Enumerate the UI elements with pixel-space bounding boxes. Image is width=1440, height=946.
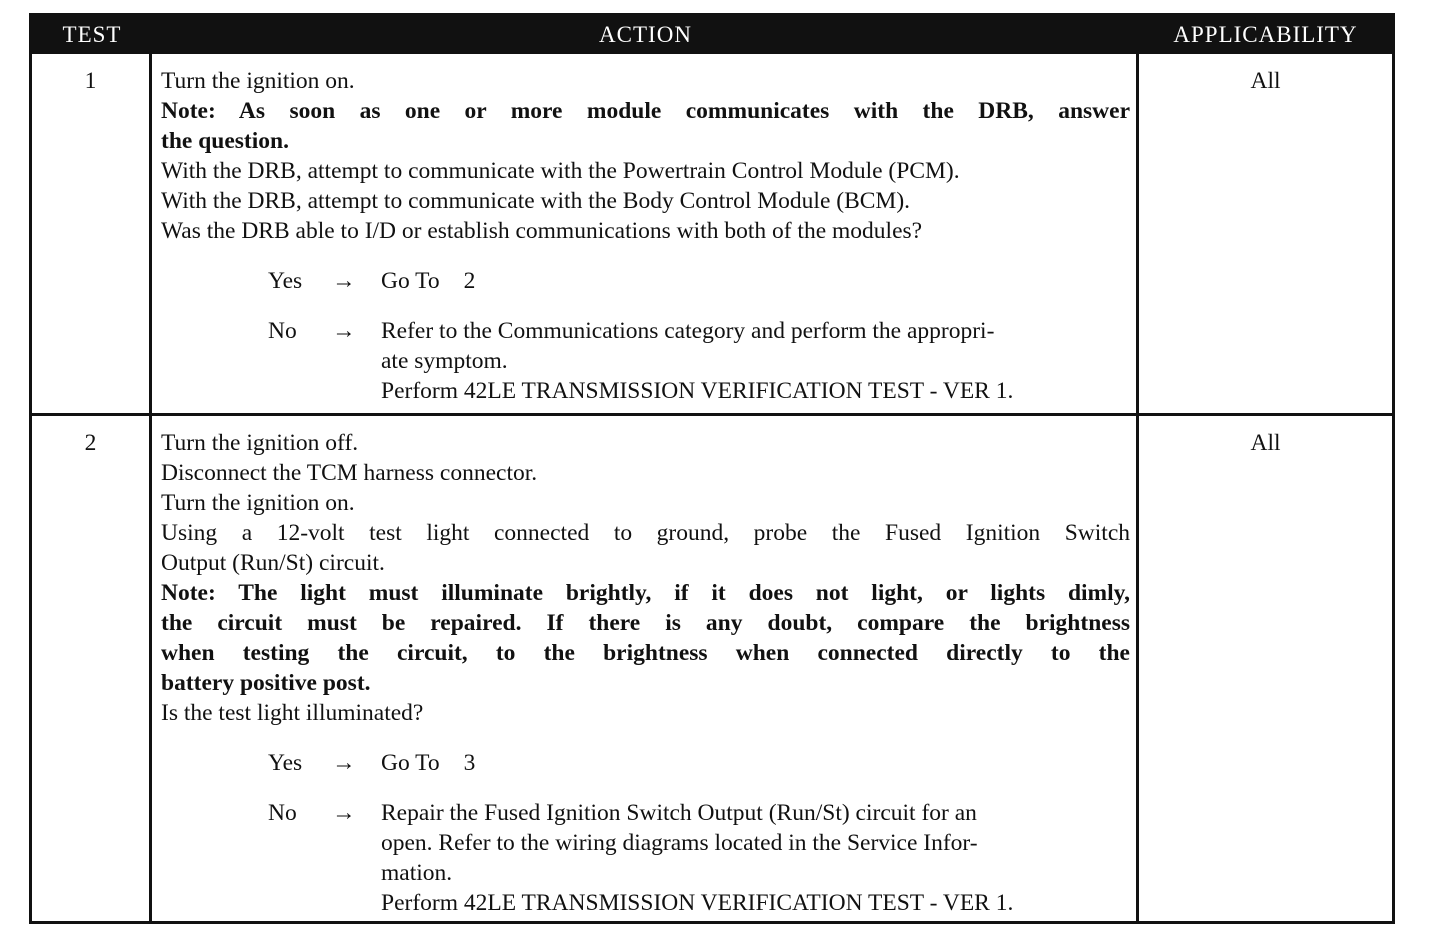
action-cell [152,54,1139,416]
yes-answer [268,748,1130,778]
no-label: No [268,800,297,826]
diagnostic-test-table [29,13,1395,924]
goto-test-number: 2 [463,268,476,294]
right-arrow-icon: → [332,268,356,294]
goto-label: Go To [381,750,440,776]
note-text: battery positive post. [161,670,371,696]
test-number: 2 [32,416,152,921]
no-instruction-line: Perform 42LE TRANSMISSION VERIFICATION TEST - VER 1. [381,378,1014,404]
action-cell [152,416,1139,921]
question-text: Was the DRB able to I/D or establish communications with both of the modules? [161,218,923,244]
header-applicability: APPLICABILITY [1139,16,1392,54]
step-text: With the DRB, attempt to communicate with the Powertrain Control Module (PCM). [161,158,960,184]
step-text: With the DRB, attempt to communicate with the Body Control Module (BCM). [161,188,911,214]
no-instruction [381,316,1130,406]
test-number: 1 [32,54,152,416]
header-action: ACTION [152,16,1139,54]
no-instruction-line: open. Refer to the wiring diagrams located in the Service Infor- [381,830,978,856]
no-instruction-line: ate symptom. [381,348,508,374]
goto-label: Go To [381,268,440,294]
applicability-value: All [1139,54,1392,416]
no-instruction-line: Refer to the Communications category and perform the appropri- [381,318,995,344]
no-answer [268,316,1130,406]
right-arrow-icon: → [332,318,356,344]
step-text: Using a 12-volt test light connected to ground, probe the Fused Ignition Switch [161,520,1130,546]
goto-test-number: 3 [463,750,476,776]
yes-label: Yes [268,750,303,776]
header-test: TEST [32,16,152,54]
note-text: the circuit must be repaired. If there is any doubt, compare the brightness [161,610,1130,636]
step-text: Turn the ignition off. [161,430,359,456]
note-text: when testing the circuit, to the brightness when connected directly to the [161,640,1130,666]
question-text: Is the test light illuminated? [161,700,424,726]
note-text: Note: The light must illuminate brightly, if it does not light, or lights dimly, [161,580,1130,606]
right-arrow-icon: → [332,800,356,826]
goto-instruction [381,266,1130,296]
goto-instruction [381,748,1130,778]
yes-label: Yes [268,268,303,294]
no-instruction-line: mation. [381,860,453,886]
no-instruction-line: Repair the Fused Ignition Switch Output (Run/St) circuit for an [381,800,977,826]
step-text: Disconnect the TCM harness connector. [161,460,538,486]
step-text: Turn the ignition on. [161,68,355,94]
applicability-value: All [1250,430,1281,456]
no-instruction-line: Perform 42LE TRANSMISSION VERIFICATION TEST - VER 1. [381,890,1014,916]
right-arrow-icon: → [332,750,356,776]
step-text: Output (Run/St) circuit. [161,550,385,576]
step-text: Turn the ignition on. [161,490,355,516]
note-text: the question. [161,128,289,154]
note-text: Note: As soon as one or more module communicates with the DRB, answer [161,98,1130,124]
no-answer [268,798,1130,918]
no-instruction [381,798,1130,918]
no-label: No [268,318,297,344]
yes-answer [268,266,1130,296]
